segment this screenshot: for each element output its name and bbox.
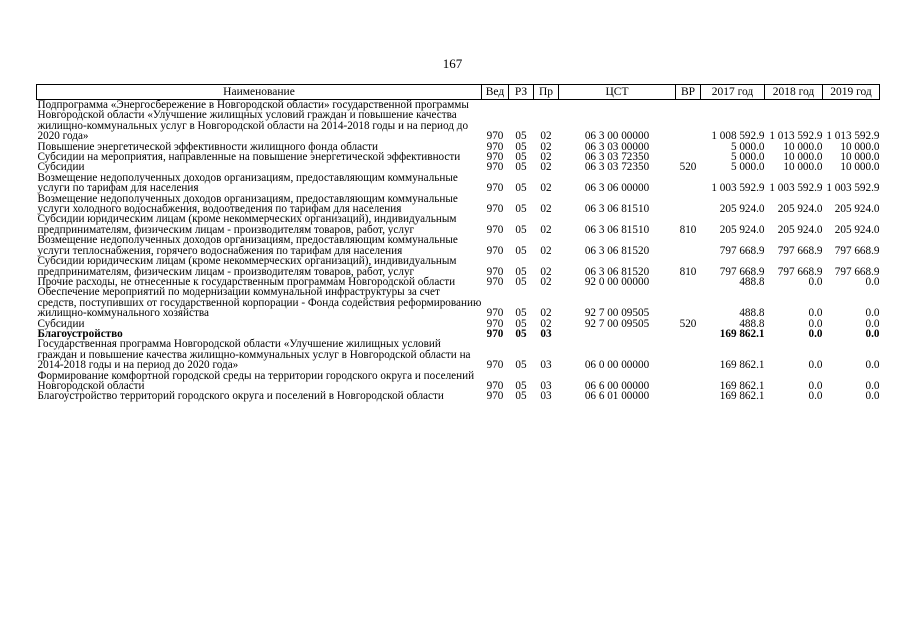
row-2019: 797 668.9 [834,244,880,257]
row-vr: 810 [679,265,697,278]
row-rz: 05 [515,307,527,320]
row-ved: 970 [486,327,504,340]
row-cst: 06 3 06 00000 [584,182,650,195]
row-name: Формирование комфортной городской среды на территории городского округа и поселений Новгородской области [37,369,475,392]
row-2018: 1 013 592.9 [769,130,823,143]
row-2018: 0.0 [808,275,823,288]
row-pr: 02 [540,203,552,216]
row-2019: 0.0 [865,327,880,340]
row-name: Субсидии [37,317,85,330]
header-2017: 2017 год [701,85,765,100]
row-name: Возмещение недополученных доходов организациям, предоставляющим коммунальные услуги по тарифам для населения [37,171,458,195]
row-2017: 205 924.0 [719,223,765,236]
row-cst: 06 3 03 00000 [584,140,650,153]
row-2019: 0.0 [865,379,880,392]
row-2019: 10 000.0 [840,151,880,164]
row-rz: 05 [515,379,527,392]
table-row [37,100,880,142]
row-2019: 1 003 592.9 [826,182,880,195]
row-pr: 02 [540,140,552,153]
row-vr [676,142,701,152]
row-vr [676,194,701,215]
row-cst: 06 3 06 81520 [584,265,650,278]
row-2017: 5 000.0 [730,161,765,174]
row-vr: 520 [679,161,697,174]
row-vr [676,329,701,339]
row-rz: 05 [515,130,527,143]
row-vr: 810 [679,223,697,236]
row-2017: 488.8 [739,307,765,320]
row-vr [676,100,701,142]
table-row [37,194,880,215]
table-body [37,100,880,402]
row-vr [676,339,701,370]
row-ved: 970 [486,203,504,216]
row-cst: 06 3 06 81510 [584,223,650,236]
row-ved: 970 [486,130,504,143]
row-pr: 02 [540,265,552,278]
row-cst: 92 7 00 09505 [584,307,650,320]
row-pr: 03 [540,327,552,340]
row-2017: 488.8 [739,317,765,330]
row-2018: 10 000.0 [783,161,823,174]
row-cst: 06 3 03 72350 [584,151,650,164]
row-pr: 03 [540,390,552,403]
row-pr: 02 [540,317,552,330]
row-cst: 06 6 00 00000 [584,379,650,392]
header-vr: ВР [676,85,701,100]
row-2018: 10 000.0 [783,140,823,153]
row-2019: 0.0 [865,275,880,288]
row-2017: 169 862.1 [719,327,765,340]
row-name: Подпрограмма «Энергосбережение в Новгородской области» государственной программы Новгородской области «Улучшение жилищных условий граждан и повышение качества жилищно-коммунальных услуг в Новгородской области на 2014-2018 годы и на период до 2020 года» [37,99,469,143]
row-2019: 1 013 592.9 [826,130,880,143]
row-name: Возмещение недополученных доходов организациям, предоставляющим коммунальные услуги холодного водоснабжения, водоотведения по тарифам для населения [37,192,458,216]
row-2017: 5 000.0 [730,151,765,164]
row-2019: 10 000.0 [840,140,880,153]
row-pr: 02 [540,151,552,164]
row-pr: 03 [540,359,552,372]
row-rz: 05 [515,223,527,236]
row-name: Возмещение недополученных доходов организациям, предоставляющим коммунальные услуги теплоснабжения, горячего водоснабжения по тарифам для населения [37,234,458,257]
row-2019: 205 924.0 [834,203,880,216]
table-header-row [37,85,880,100]
header-cst: ЦСТ [559,85,676,100]
row-ved: 970 [486,317,504,330]
row-2017: 169 862.1 [719,359,765,372]
row-cst: 06 3 03 72350 [584,161,650,174]
row-2017: 1 003 592.9 [711,182,765,195]
row-2017: 488.8 [739,275,765,288]
row-2017: 1 008 592.9 [711,130,765,143]
row-2017: 797 668.9 [719,265,765,278]
row-2018: 0.0 [808,359,823,372]
table-row [37,173,880,194]
row-name: Субсидии на мероприятия, направленные на повышение энергетической эффективности [37,151,461,164]
row-2018: 797 668.9 [777,244,823,257]
row-pr: 02 [540,223,552,236]
row-pr: 02 [540,182,552,195]
row-2018: 0.0 [808,307,823,320]
row-name: Субсидии юридическим лицам (кроме некоммерческих организаций), индивидуальным предпринимателям, физическим лицам - производителям товаров, работ, услуг [37,213,457,236]
row-cst: 06 3 06 81510 [584,203,650,216]
row-ved: 970 [486,265,504,278]
table-row [37,214,880,235]
row-vr [676,173,701,194]
row-name: Государственная программа Новгородской области «Улучшение жилищных условий граждан и повышение качества жилищно-коммунальных услуг в Новгородской области на 2014-2018 годы и на период до 2020 года» [37,338,471,372]
table-row [37,287,880,318]
row-ved: 970 [486,161,504,174]
header-2019: 2019 год [823,85,880,100]
row-2019: 797 668.9 [834,265,880,278]
row-rz: 05 [515,182,527,195]
row-name: Повышение энергетической эффективности жилищного фонда области [37,140,378,153]
row-rz: 05 [515,275,527,288]
row-vr [676,277,701,287]
row-2018: 10 000.0 [783,151,823,164]
row-cst: 06 0 00 00000 [584,359,650,372]
row-2018: 0.0 [808,317,823,330]
row-pr: 02 [540,161,552,174]
row-rz: 05 [515,161,527,174]
row-ved: 970 [486,390,504,403]
row-2018: 205 924.0 [777,223,823,236]
row-name: Обеспечение мероприятий по модернизации коммунальной инфраструктуры за счет средств, поступивших от государственной корпорации - Фонда содействия реформированию жилищно-коммунального хозяйства [37,286,482,320]
row-rz: 05 [515,327,527,340]
row-cst: 06 6 01 00000 [584,390,650,403]
row-2017: 169 862.1 [719,379,765,392]
row-2017: 797 668.9 [719,244,765,257]
row-2018: 797 668.9 [777,265,823,278]
row-2019: 0.0 [865,307,880,320]
row-ved: 970 [486,275,504,288]
row-2017: 205 924.0 [719,203,765,216]
row-2017: 169 862.1 [719,390,765,403]
row-cst: 06 3 06 81520 [584,244,650,257]
row-2018: 0.0 [808,327,823,340]
row-pr: 02 [540,130,552,143]
header-pr: Пр [534,85,559,100]
row-name: Субсидии юридическим лицам (кроме некоммерческих организаций), индивидуальным предпринимателям, физическим лицам - производителям товаров, работ, услуг [37,255,457,278]
row-rz: 05 [515,140,527,153]
row-pr: 02 [540,307,552,320]
row-name: Прочие расходы, не отнесенные к государственным программам Новгородской области [37,275,456,288]
row-rz: 05 [515,151,527,164]
row-rz: 05 [515,203,527,216]
row-rz: 05 [515,317,527,330]
row-rz: 05 [515,265,527,278]
header-2018: 2018 год [765,85,823,100]
table-row [37,256,880,277]
table-row [37,371,880,392]
row-vr [676,391,701,401]
row-2019: 205 924.0 [834,223,880,236]
row-2018: 205 924.0 [777,203,823,216]
row-vr [676,371,701,392]
row-vr [676,235,701,256]
table-row [37,339,880,370]
table-row [37,235,880,256]
row-name: Благоустройство [37,327,123,340]
row-ved: 970 [486,307,504,320]
row-2019: 0.0 [865,317,880,330]
row-name: Благоустройство территорий городского округа и поселений в Новгородской области [37,390,444,403]
row-cst: 92 7 00 09505 [584,317,650,330]
row-rz: 05 [515,390,527,403]
header-rz: РЗ [509,85,534,100]
table-row [37,391,880,401]
header-ved: Вед [482,85,509,100]
row-2017: 5 000.0 [730,140,765,153]
row-2018: 1 003 592.9 [769,182,823,195]
row-pr: 02 [540,275,552,288]
row-ved: 970 [486,223,504,236]
budget-table [36,84,880,402]
row-ved: 970 [486,379,504,392]
row-2018: 0.0 [808,390,823,403]
row-ved: 970 [486,151,504,164]
row-vr [676,287,701,318]
row-ved: 970 [486,140,504,153]
row-cst: 92 0 00 00000 [584,275,650,288]
row-vr: 520 [679,317,697,330]
row-pr: 03 [540,379,552,392]
row-2019: 0.0 [865,359,880,372]
row-cst: 06 3 00 00000 [584,130,650,143]
row-2019: 10 000.0 [840,161,880,174]
row-cst [559,329,676,339]
row-rz: 05 [515,244,527,257]
row-2018: 0.0 [808,379,823,392]
row-2019: 0.0 [865,390,880,403]
row-ved: 970 [486,359,504,372]
header-name: Наименование [37,85,482,100]
page-number: 167 [442,56,463,71]
row-ved: 970 [486,244,504,257]
row-rz: 05 [515,359,527,372]
row-name: Субсидии [37,161,85,174]
row-pr: 02 [540,244,552,257]
row-ved: 970 [486,182,504,195]
